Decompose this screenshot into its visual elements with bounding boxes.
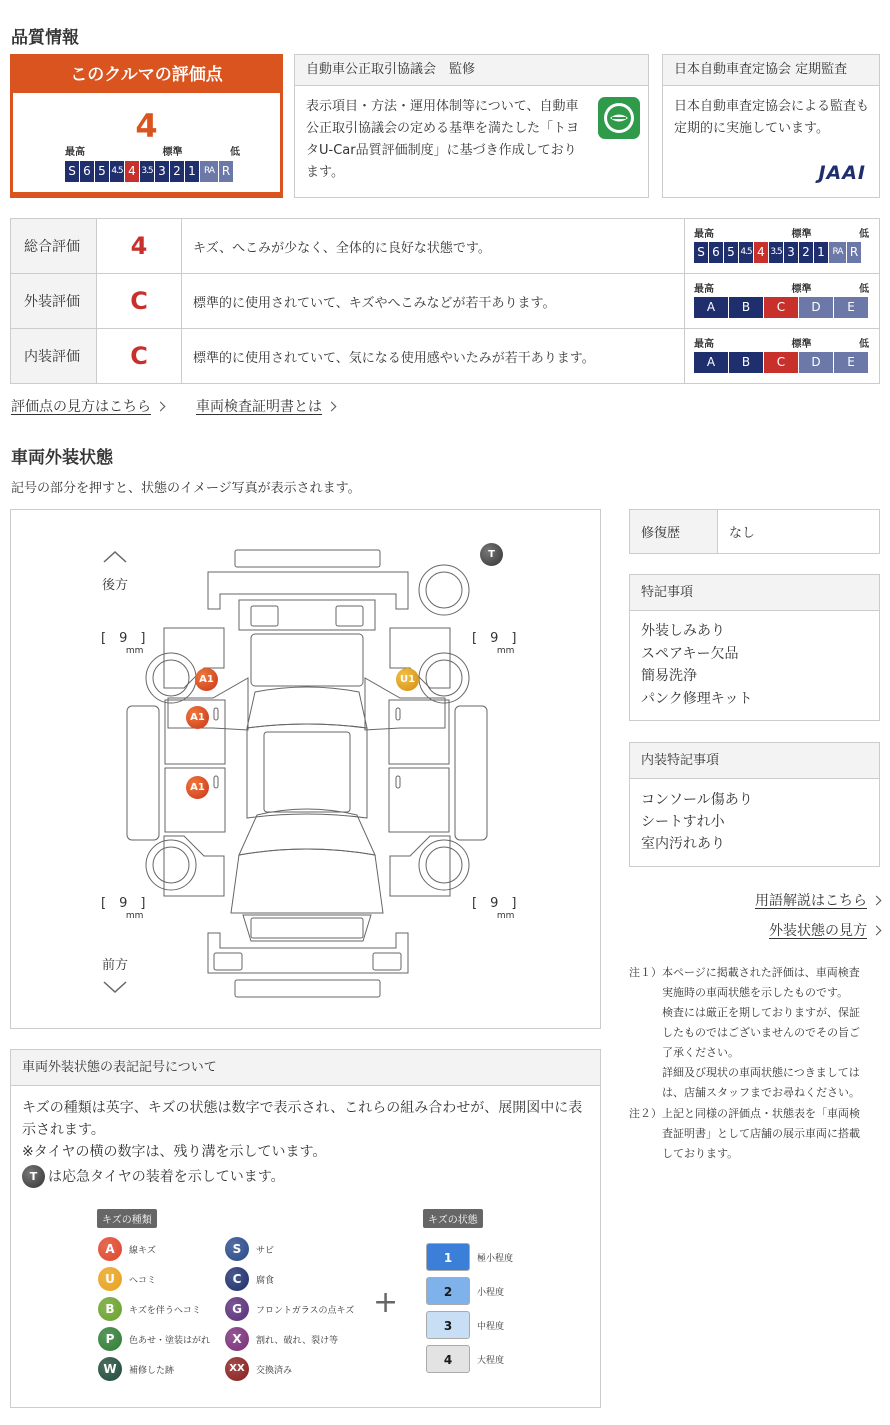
damage-type-item xyxy=(98,1354,210,1384)
damage-state-item xyxy=(426,1274,513,1308)
front-label: 前方 xyxy=(102,958,129,973)
rear-label: 後方 xyxy=(102,578,129,593)
rating-row xyxy=(11,329,880,384)
scale-labels: 最高 標準 低 xyxy=(694,284,869,295)
list-item: は、店舗スタッフまでお尋ねください。 xyxy=(662,1086,860,1099)
rating-scale xyxy=(694,297,869,318)
section-title-exterior: 車両外装状態 xyxy=(11,448,113,468)
damage-type-label: 補修した跡 xyxy=(129,1365,175,1376)
scale-cell: 3 xyxy=(155,161,169,182)
damage-state-level: 3 xyxy=(426,1311,470,1339)
damage-type-item xyxy=(98,1294,210,1324)
damage-state-label: 極小程度 xyxy=(477,1253,514,1264)
spare-tire-icon: T xyxy=(22,1165,45,1188)
list-item: したものではございませんのでその旨ご xyxy=(662,1026,860,1039)
scale-labels: 最高 標準 低 xyxy=(65,147,240,158)
list-item: 室内汚れあり xyxy=(641,836,725,852)
damage-state-item xyxy=(426,1308,513,1342)
types-right xyxy=(225,1234,354,1384)
rating-scale-cell xyxy=(685,274,880,329)
score-box-title: このクルマの評価点 xyxy=(70,65,223,85)
spare-tire-badge[interactable]: T xyxy=(480,543,503,566)
list-item: しております。 xyxy=(662,1147,739,1160)
list-item: 簡易洗浄 xyxy=(641,668,697,684)
list-item: 検査には厳正を期しておりますが、保証 xyxy=(662,1006,860,1019)
scale-cell: S xyxy=(65,161,79,182)
scale-labels: 最高 標準 低 xyxy=(694,229,869,240)
rating-scale xyxy=(694,242,869,263)
overall-score: 4 xyxy=(135,107,158,145)
car-diagram-panel xyxy=(10,509,601,1029)
chevron-right-icon xyxy=(872,896,882,906)
tread-rear-left: [ 9 ] mm xyxy=(101,631,146,656)
scale-cell: 1 xyxy=(814,242,828,263)
damage-badge-a1[interactable]: A1 xyxy=(186,706,209,729)
scale-cell: 2 xyxy=(170,161,184,182)
damage-type-item xyxy=(98,1234,210,1264)
scale-cell: A xyxy=(694,352,728,373)
list-item: 本ページに掲載された評価は、車両検査 xyxy=(662,966,860,979)
scale-cell: 4 xyxy=(125,161,139,182)
jaai-box xyxy=(662,54,880,198)
repair-label: 修復歴 xyxy=(630,510,718,554)
damage-state-level: 2 xyxy=(426,1277,470,1305)
damage-badge-u1[interactable]: U1 xyxy=(396,668,419,691)
list-item: 詳細及び現状の車両状態につきましては xyxy=(662,1066,860,1079)
state-header: キズの状態 xyxy=(423,1209,483,1228)
repair-value: なし xyxy=(718,510,880,554)
damage-type-icon: XX xyxy=(225,1357,249,1381)
scale-cell: D xyxy=(799,297,833,318)
jaai-logo: JAAI xyxy=(818,162,866,184)
damage-type-icon: S xyxy=(225,1237,249,1261)
legend-body-1: キズの種類は英字、キズの状態は数字で表示され、これらの組み合わせが、展開図中に表示されます。 xyxy=(22,1100,583,1138)
interior-notes-list xyxy=(630,779,879,865)
rating-scale-cell xyxy=(685,219,880,274)
scale-cell: A xyxy=(694,297,728,318)
chevron-right-icon xyxy=(872,926,882,936)
damage-type-item xyxy=(225,1324,354,1354)
special-notes-list xyxy=(630,611,879,719)
score-guide-link[interactable]: 評価点の見方はこちら xyxy=(11,399,151,415)
score-guide-link-wrap xyxy=(11,396,164,416)
chevron-right-icon xyxy=(327,402,337,412)
glossary-link[interactable]: 用語解説はこちら xyxy=(755,893,867,909)
rating-grade: C xyxy=(97,329,182,384)
damage-type-item xyxy=(225,1264,354,1294)
damage-type-icon: G xyxy=(225,1297,249,1321)
jaaa-body: 表示項目・方法・運用体制等について、自動車公正取引協議会の定める基準を満たした「トヨタU-Car品質評価制度」に基づき作成しております。 xyxy=(306,99,580,180)
scale-cell: E xyxy=(834,297,868,318)
scale-labels: 最高 標準 低 xyxy=(694,339,869,350)
car-diagram xyxy=(11,510,602,1030)
note-2-label: 注２） xyxy=(629,1107,662,1120)
damage-type-item xyxy=(225,1294,354,1324)
jaai-title: 日本自動車査定協会 定期監査 xyxy=(663,55,879,86)
damage-type-item xyxy=(98,1264,210,1294)
list-item: 実施時の車両状態を示したものです。 xyxy=(662,986,849,999)
special-notes-box xyxy=(629,574,880,721)
damage-type-icon: A xyxy=(98,1237,122,1261)
scale-cell: E xyxy=(834,352,868,373)
damage-type-label: 色あせ・塗装はがれ xyxy=(129,1335,211,1346)
interior-notes-title: 内装特記事項 xyxy=(630,743,879,779)
legend-body-3: は応急タイヤの装着を示しています。 xyxy=(48,1168,285,1185)
rating-grade: 4 xyxy=(97,219,182,274)
inspection-cert-link[interactable]: 車両検査証明書とは xyxy=(196,399,322,415)
list-item: スペアキー欠品 xyxy=(641,645,739,662)
damage-type-item xyxy=(98,1324,210,1354)
damage-type-label: サビ xyxy=(256,1245,275,1256)
damage-badge-a1[interactable]: A1 xyxy=(195,668,218,691)
list-item: 査証明書」として店舗の展示車両に搭載 xyxy=(662,1127,860,1140)
tread-rear-right: [ 9 ] mm xyxy=(472,631,517,656)
glossary-link-wrap xyxy=(755,890,880,910)
scale-cell: S xyxy=(694,242,708,263)
note-1 xyxy=(629,963,880,1103)
damage-state-label: 大程度 xyxy=(477,1355,505,1366)
rating-label: 総合評価 xyxy=(11,219,97,274)
scale-cell: 4.5 xyxy=(110,161,124,182)
scale-cell: 3.5 xyxy=(140,161,154,182)
damage-state-label: 中程度 xyxy=(477,1321,505,1332)
score-scale xyxy=(65,161,233,182)
handshake-logo-icon xyxy=(598,97,640,139)
damage-badge-a1[interactable]: A1 xyxy=(186,776,209,799)
damage-state-item xyxy=(426,1240,513,1274)
plus-sign: + xyxy=(373,1285,399,1320)
damage-type-label: 交換済み xyxy=(256,1365,293,1376)
ratings-table xyxy=(10,218,880,384)
note-2 xyxy=(629,1104,880,1164)
jaaa-title: 自動車公正取引協議会 監修 xyxy=(295,55,648,86)
rating-desc: 標準的に使用されていて、キズやへこみなどが若干あります。 xyxy=(182,274,685,329)
damage-type-icon: B xyxy=(98,1297,122,1321)
list-item: パンク修理キット xyxy=(641,690,753,707)
scale-cell: 3 xyxy=(784,242,798,263)
legend-body-2: ※タイヤの横の数字は、残り溝を示しています。 xyxy=(22,1144,327,1160)
damage-type-icon: X xyxy=(225,1327,249,1351)
jaai-body: 日本自動車査定協会による監査も定期的に実施しています。 xyxy=(674,99,870,136)
damage-type-icon: C xyxy=(225,1267,249,1291)
rating-row xyxy=(11,219,880,274)
rating-row xyxy=(11,274,880,329)
damage-type-label: ヘコミ xyxy=(129,1275,157,1286)
scale-cell: 6 xyxy=(80,161,94,182)
damage-type-icon: U xyxy=(98,1267,122,1291)
rating-desc: キズ、へこみが少なく、全体的に良好な状態です。 xyxy=(182,219,685,274)
damage-state-item xyxy=(426,1342,513,1376)
chevron-right-icon xyxy=(156,402,166,412)
jaaa-box xyxy=(294,54,649,198)
note-2-text xyxy=(662,1104,880,1164)
rating-scale xyxy=(694,352,869,373)
interior-notes-box xyxy=(629,742,880,867)
tread-front-right: [ 9 ] mm xyxy=(472,896,517,921)
rating-label: 外装評価 xyxy=(11,274,97,329)
note-1-label: 注１） xyxy=(629,966,662,979)
rating-grade: C xyxy=(97,274,182,329)
damage-state-level: 4 xyxy=(426,1345,470,1373)
list-item: 上記と同様の評価点・状態表を「車両検 xyxy=(662,1107,860,1120)
damage-type-item xyxy=(225,1234,354,1264)
exterior-subtitle: 記号の部分を押すと、状態のイメージ写真が表示されます。 xyxy=(11,481,361,496)
types-left xyxy=(98,1234,210,1384)
rating-desc: 標準的に使用されていて、気になる使用感やいたみが若干あります。 xyxy=(182,329,685,384)
damage-state-level: 1 xyxy=(426,1243,470,1271)
scale-cell: B xyxy=(729,352,763,373)
damage-type-icon: P xyxy=(98,1327,122,1351)
exterior-guide-link[interactable]: 外装状態の見方 xyxy=(769,923,867,939)
legend-description xyxy=(11,1086,600,1188)
list-item: 外装しみあり xyxy=(641,623,725,639)
scale-cell: 3.5 xyxy=(769,242,783,263)
exterior-guide-link-wrap xyxy=(769,920,880,940)
scale-cell: 4.5 xyxy=(739,242,753,263)
note-1-text xyxy=(662,963,880,1103)
scale-cell: D xyxy=(799,352,833,373)
damage-type-label: 割れ、破れ、裂け等 xyxy=(256,1335,339,1346)
damage-states xyxy=(426,1240,513,1376)
rating-scale-cell xyxy=(685,329,880,384)
score-box xyxy=(10,54,283,198)
legend-title: 車両外装状態の表記記号について xyxy=(11,1050,600,1086)
scale-cell: 5 xyxy=(95,161,109,182)
scale-cell: R xyxy=(219,161,233,182)
inspection-cert-link-wrap xyxy=(196,396,335,416)
repair-history-table xyxy=(629,509,880,554)
section-title-quality: 品質情報 xyxy=(11,28,79,48)
scale-cell: 4 xyxy=(754,242,768,263)
scale-cell: R xyxy=(847,242,861,263)
scale-cell: B xyxy=(729,297,763,318)
damage-type-label: 線キズ xyxy=(129,1245,156,1256)
scale-cell: 1 xyxy=(185,161,199,182)
scale-cell: 5 xyxy=(724,242,738,263)
scale-cell: RA xyxy=(829,242,846,263)
scale-cell: C xyxy=(764,352,798,373)
scale-cell: C xyxy=(764,297,798,318)
type-header: キズの種類 xyxy=(97,1209,157,1228)
damage-type-label: 腐食 xyxy=(256,1275,275,1286)
tread-front-left: [ 9 ] mm xyxy=(101,896,146,921)
legend-panel xyxy=(10,1049,601,1408)
scale-cell: 2 xyxy=(799,242,813,263)
rating-label: 内装評価 xyxy=(11,329,97,384)
list-item: 了承ください。 xyxy=(662,1046,739,1059)
damage-type-label: フロントガラスの点キズ xyxy=(256,1305,355,1316)
scale-cell: RA xyxy=(200,161,218,182)
damage-type-item xyxy=(225,1354,354,1384)
scale-cell: 6 xyxy=(709,242,723,263)
list-item: シートすれ小 xyxy=(641,814,725,830)
damage-state-label: 小程度 xyxy=(477,1287,505,1298)
damage-type-icon: W xyxy=(98,1357,122,1381)
list-item: コンソール傷あり xyxy=(641,792,753,808)
score-box-inner xyxy=(13,93,280,192)
special-notes-title: 特記事項 xyxy=(630,575,879,611)
damage-type-label: キズを伴うヘコミ xyxy=(129,1305,201,1316)
